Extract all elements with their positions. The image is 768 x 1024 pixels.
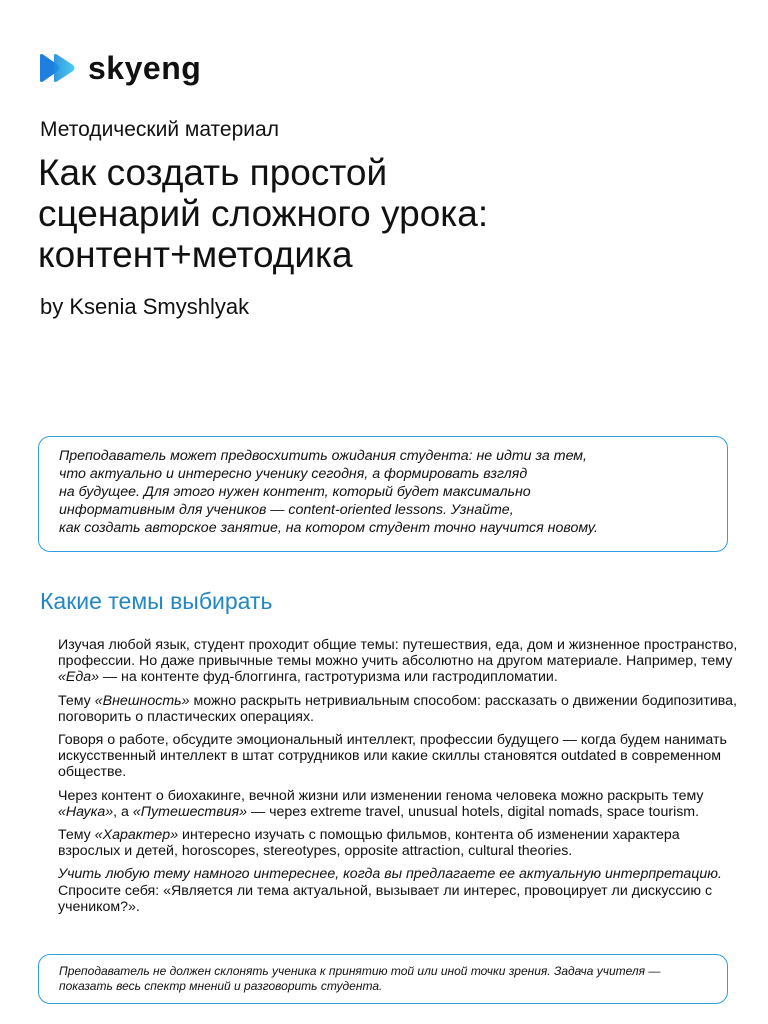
section-heading: Какие темы выбирать: [40, 588, 273, 614]
paragraph-text: — на контенте фуд-блоггинга, гастротуризма или гастродипломатии.: [98, 669, 558, 686]
paragraph-text: Тему: [58, 827, 95, 844]
brand-name: skyeng: [88, 50, 202, 86]
paragraph-text: Говоря о работе, обсудите эмоциональный интеллект, профессии будущего — когда будем нанимать искусственный интеллект в штат сотрудников или какие скиллы становятся outdated в современном обществе.: [58, 732, 727, 781]
paragraph-text: Спросите себя: «Является ли тема актуальной, вызывает ли интерес, провоцирует ли дискуссию с учеником?».: [58, 882, 713, 915]
footer-callout: [38, 954, 728, 1004]
footer-callout-line: Преподаватель не должен склонять ученика к принятию той или иной точки зрения. Задача учителя —: [59, 964, 661, 978]
paragraph-text: можно раскрыть нетривиальным способом: рассказать о движении бодипозитива, поговорить о пластических операциях.: [58, 692, 737, 725]
emphasis-text: «Наука»: [58, 803, 114, 820]
emphasis-text: «Путешествия»: [132, 803, 248, 820]
callout-text: [59, 447, 707, 537]
body-paragraph: [58, 827, 738, 859]
paragraph-text: Через контент о биохакинге, вечной жизни или изменении генома человека можно раскрыть тему: [58, 787, 704, 804]
author-byline: by Ksenia Smyshlyak: [40, 294, 250, 319]
intro-callout: [38, 436, 728, 552]
title-line: контент+методика: [38, 234, 353, 275]
paragraph-text: Тему: [58, 692, 95, 709]
callout-line: как создать авторское занятие, на котором студент точно научится новому.: [59, 520, 599, 536]
body-paragraph: [58, 732, 738, 781]
body-paragraph: [58, 693, 738, 725]
callout-line: что актуально и интересно ученику сегодня, а формировать взгляд: [59, 466, 528, 482]
document-subtitle: Методический материал: [40, 118, 279, 141]
document-title: [38, 152, 718, 275]
callout-line: информативным для учеников — content-oriented lessons. Узнайте,: [59, 502, 514, 518]
skyeng-logo: [38, 52, 201, 84]
body-paragraph: [58, 866, 738, 915]
callout-line: Преподаватель может предвосхитить ожидания студента: не идти за тем,: [59, 448, 587, 464]
title-line: сценарий сложного урока:: [38, 193, 489, 234]
body-paragraph: [58, 637, 738, 686]
title-line: Как создать простой: [38, 152, 388, 193]
callout-line: на будущее. Для этого нужен контент, который будет максимально: [59, 484, 531, 500]
body-paragraph: [58, 788, 738, 820]
paragraph-text: , а: [113, 803, 133, 820]
section-body: [58, 637, 738, 922]
emphasis-text: «Еда»: [58, 669, 99, 686]
paragraph-text: — через extreme travel, unusual hotels, digital nomads, space tourism.: [247, 803, 700, 820]
footer-callout-text: [59, 964, 707, 994]
emphasis-text: «Характер»: [94, 827, 179, 844]
paragraph-text: интересно изучать с помощью фильмов, контента об изменении характера взрослых и детей, horoscopes, stereotypes, opposite attraction, cultural theories.: [58, 827, 680, 860]
play-arrows-icon: [38, 52, 78, 84]
emphasis-text: «Внешность»: [94, 692, 190, 709]
emphasis-text: Учить любую тему намного интереснее, когда вы предлагаете ее актуальную интерпретацию.: [58, 866, 722, 883]
footer-callout-line: показать весь спектр мнений и разговорить студента.: [59, 979, 383, 993]
paragraph-text: Изучая любой язык, студент проходит общие темы: путешествия, еда, дом и жизненное пространство, профессии. Но даже привычные темы можно учить абсолютно на другом материале. Например, тему: [58, 637, 738, 670]
